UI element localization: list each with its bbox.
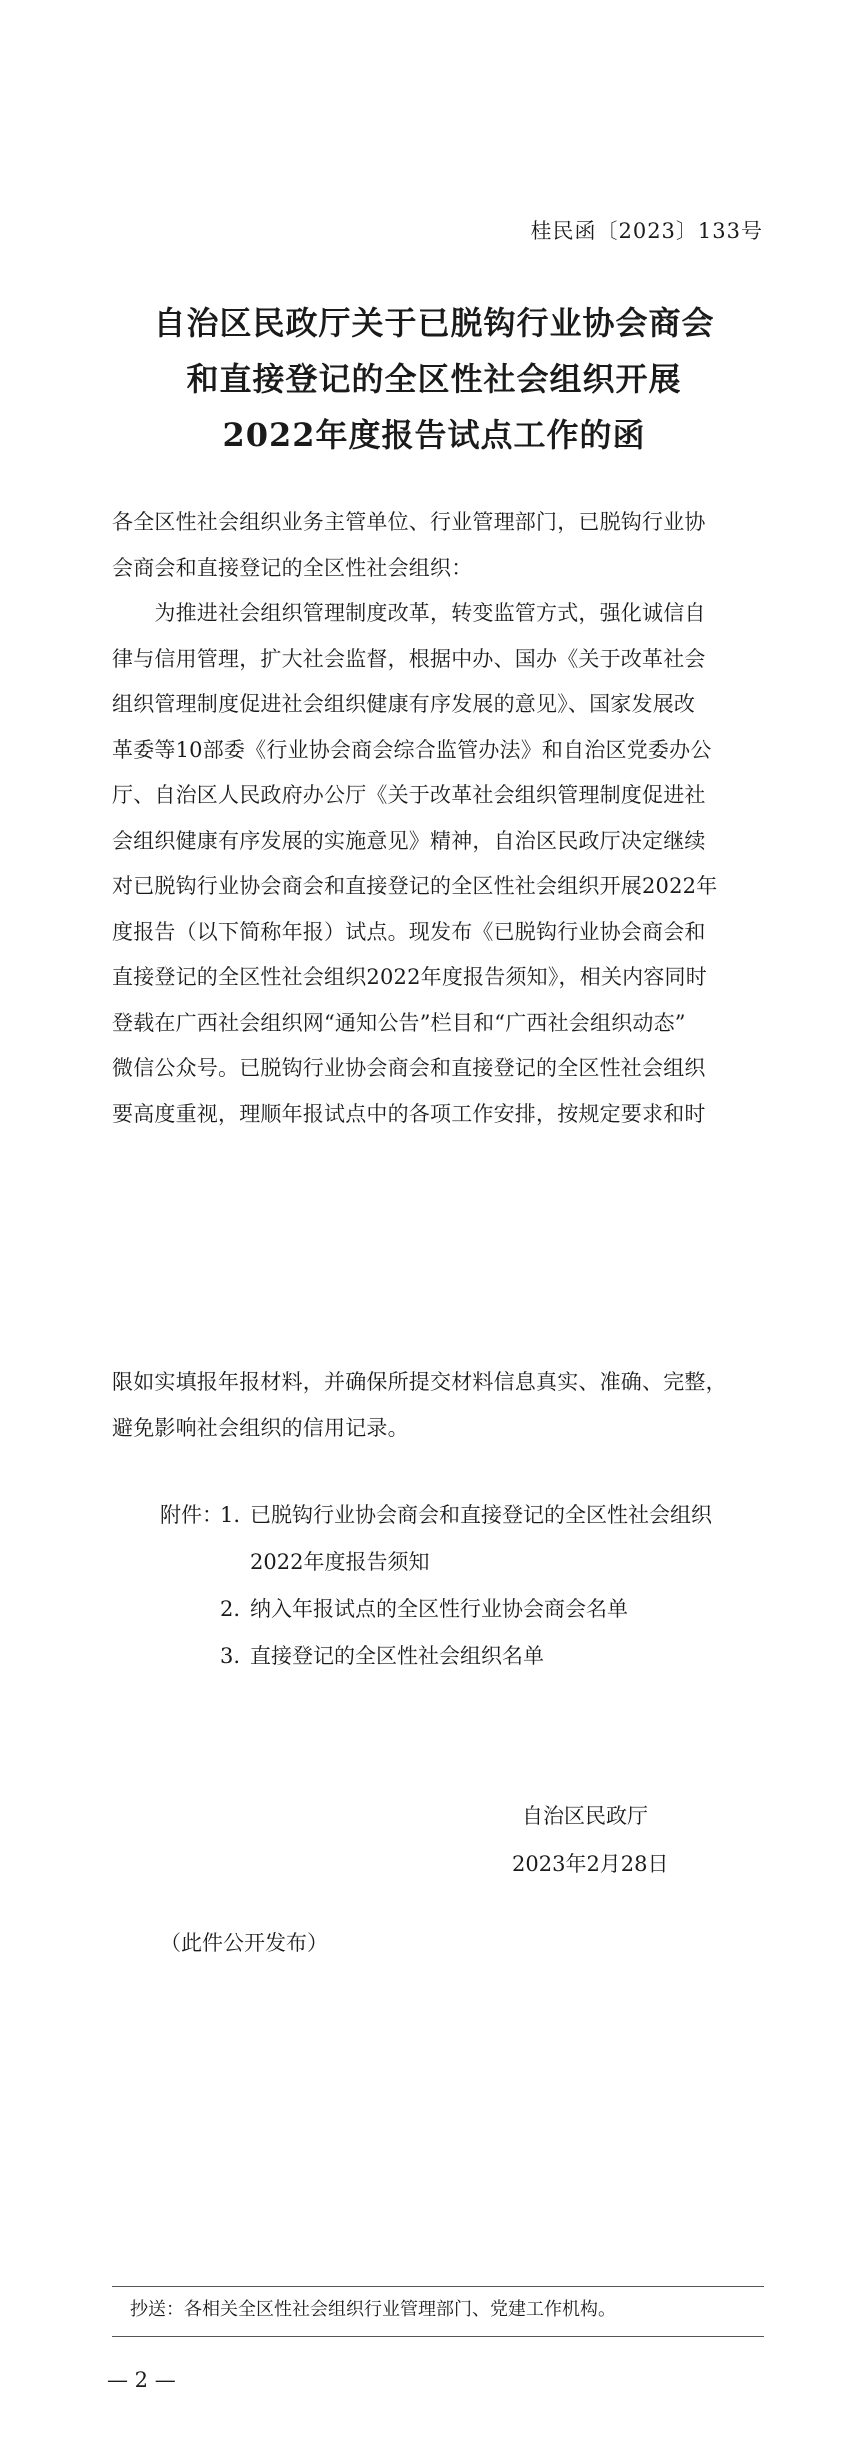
paragraph-line: 限如实填报年报材料，并确保所提交材料信息真实、准确、完整，: [112, 1370, 727, 1394]
salutation: [112, 500, 762, 591]
attachment-item: [160, 1633, 712, 1680]
paragraph-line: 避免影响社会组织的信用记录。: [112, 1415, 409, 1440]
document-title: [0, 295, 868, 463]
cc-top-rule: [112, 2286, 764, 2287]
attachment-title: 纳入年报试点的全区性行业协会商会名单: [250, 1597, 628, 1621]
paragraph-line: 律与信用管理，扩大社会监督，根据中办、国办《关于改革社会: [112, 646, 706, 671]
attachment-title: 2022年度报告须知: [250, 1550, 430, 1574]
paragraph-line: 度报告（以下简称年报）试点。现发布《已脱钩行业协会商会和: [112, 919, 706, 944]
attachment-number: 1.: [220, 1503, 241, 1527]
paragraph-line: 厅、自治区人民政府办公厅《关于改革社会组织管理制度促进社: [112, 783, 706, 807]
signature-organization: 自治区民政厅: [522, 1804, 648, 1828]
attachment-item-continued: [160, 1539, 712, 1586]
salutation-line: 各全区性社会组织业务主管单位、行业管理部门，已脱钩行业协: [112, 510, 706, 534]
title-line: 2022年度报告试点工作的函: [222, 416, 646, 454]
cc-bottom-rule: [112, 2336, 764, 2337]
paragraph-line: 会组织健康有序发展的实施意见》精神，自治区民政厅决定继续: [112, 828, 706, 853]
paragraph-line: 革委等10部委《行业协会商会综合监管办法》和自治区党委办公: [112, 737, 712, 762]
paragraph-line: 对已脱钩行业协会商会和直接登记的全区性社会组织开展2022年: [112, 874, 718, 898]
attachment-title: 直接登记的全区性社会组织名单: [250, 1644, 544, 1668]
paragraph-line: 微信公众号。已脱钩行业协会商会和直接登记的全区性社会组织: [112, 1056, 706, 1080]
salutation-line: 会商会和直接登记的全区性社会组织：: [112, 555, 473, 580]
title-line: 自治区民政厅关于已脱钩行业协会商会: [153, 304, 715, 342]
title-line: 和直接登记的全区性社会组织开展: [186, 360, 682, 398]
attachment-number: 3.: [220, 1644, 241, 1668]
attachments: [160, 1492, 712, 1680]
paragraph-line: 组织管理制度促进社会组织健康有序发展的意见》、国家发展改: [112, 692, 696, 716]
attachment-number: 2.: [220, 1597, 241, 1621]
doc-number: 桂民函〔2023〕133号: [530, 219, 763, 243]
signature-date: 2023年2月28日: [512, 1852, 669, 1876]
paragraph-line: 直接登记的全区性社会组织2022年度报告须知》，相关内容同时: [112, 965, 707, 989]
paragraph-line: 要高度重视，理顺年报试点中的各项工作安排，按规定要求和时: [112, 1101, 706, 1126]
attachments-label: 附件：: [160, 1503, 223, 1527]
paragraph-main: [112, 591, 762, 1137]
attachment-item: [160, 1492, 712, 1539]
attachment-title: 已脱钩行业协会商会和直接登记的全区性社会组织: [250, 1503, 712, 1527]
cc-line: 抄送：各相关全区性社会组织行业管理部门、党建工作机构。: [130, 2299, 616, 2320]
public-release-note: （此件公开发布）: [160, 1931, 328, 1955]
page-number: — 2 —: [107, 2368, 176, 2392]
paragraph-continued: [112, 1360, 762, 1451]
paragraph-line: 为推进社会组织管理制度改革，转变监管方式，强化诚信自: [112, 601, 706, 625]
paragraph-line: 登载在广西社会组织网“通知公告”栏目和“广西社会组织动态”: [112, 1010, 686, 1035]
attachment-item: [160, 1586, 712, 1633]
